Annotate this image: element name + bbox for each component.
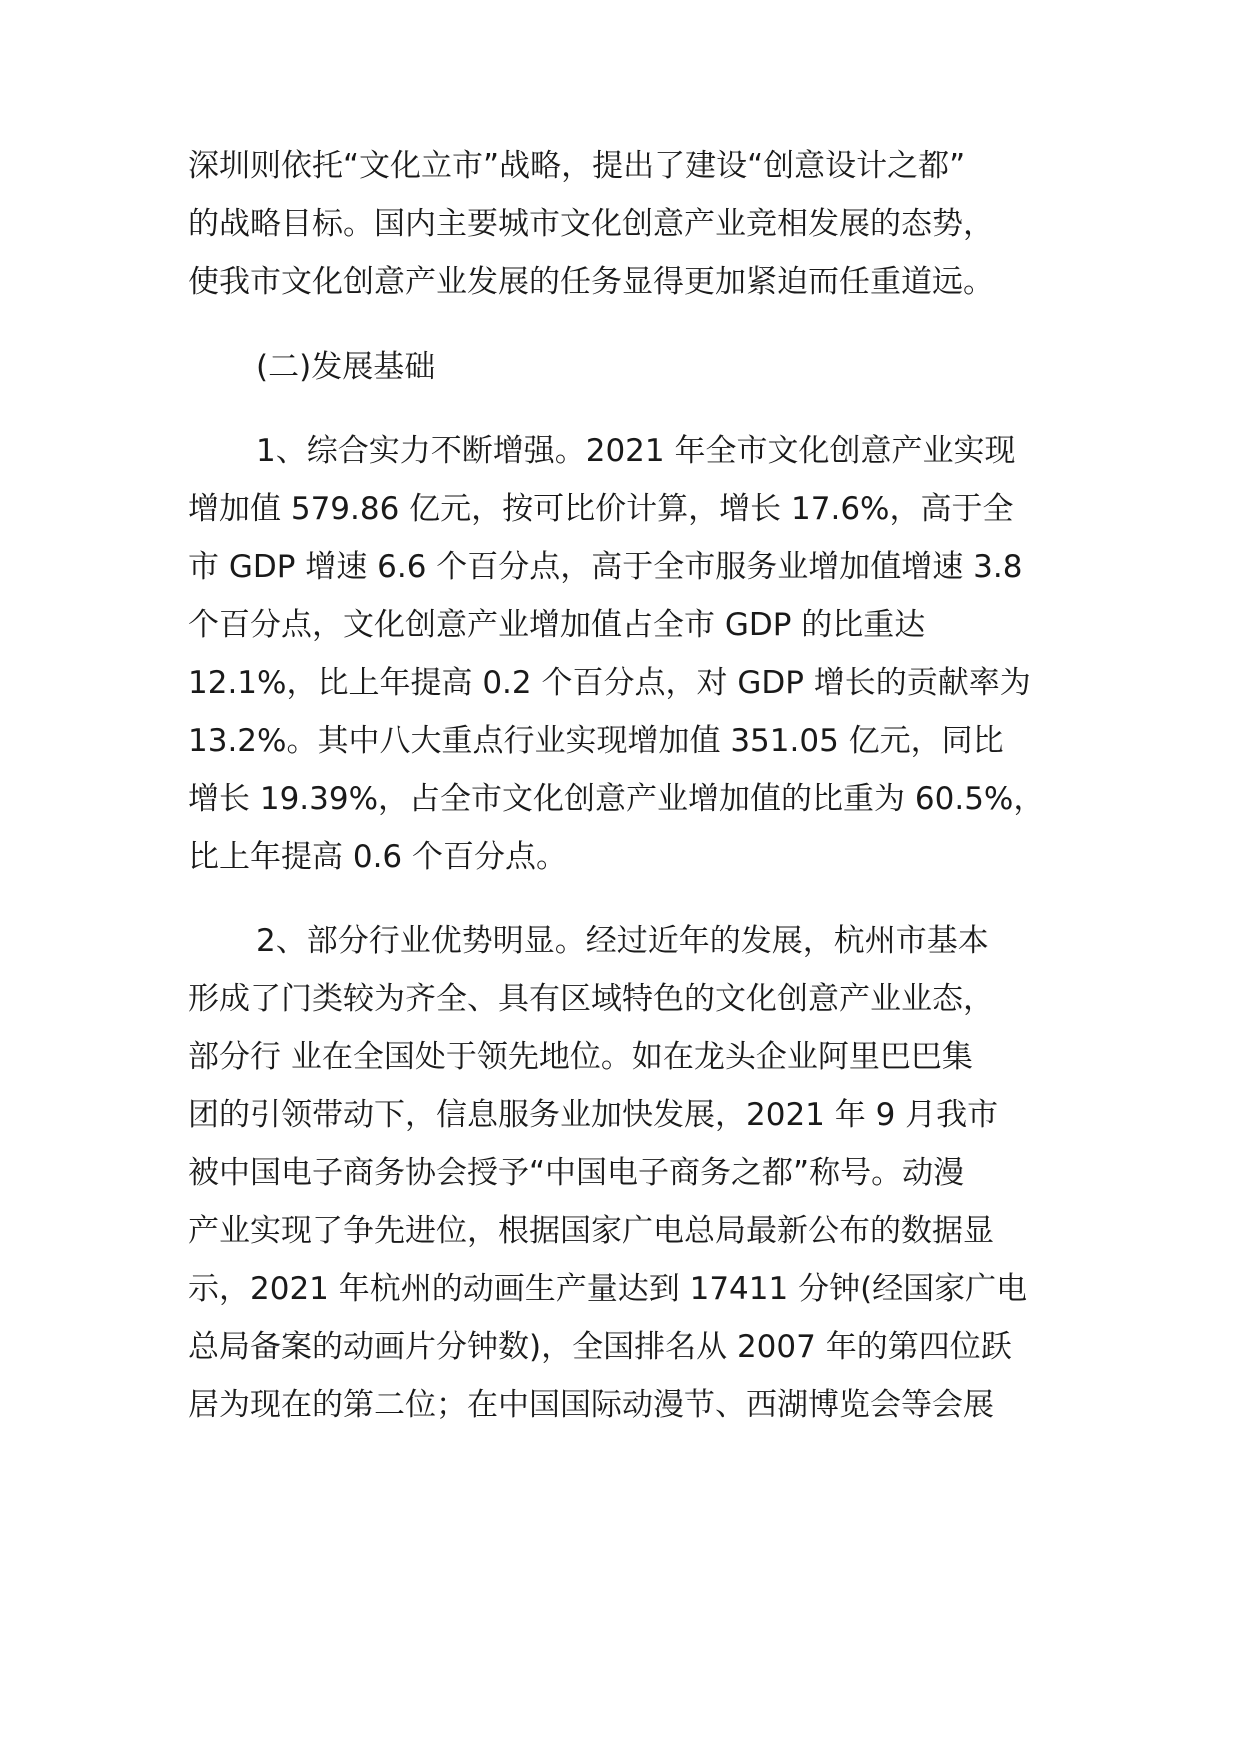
paragraph-3-line-2: 形成了门类较为齐全、具有区域特色的文化创意产业业态， (188, 981, 994, 1017)
paragraph-3-line-7: 示，2021 年杭州的动画生产量达到 17411 分钟(经国家广电 (188, 1271, 1028, 1307)
paragraph-3-line-3: 部分行 业在全国处于领先地位。如在龙头企业阿里巴巴集 (188, 1039, 973, 1075)
paragraph-2-line-2: 增加值 579.86 亿元，按可比价计算，增长 17.6%，高于全 (188, 491, 1014, 527)
paragraph-3-line-6: 产业实现了争先进位，根据国家广电总局最新公布的数据显 (188, 1213, 994, 1249)
paragraph-2-line-7: 增长 19.39%，占全市文化创意产业增加值的比重为 60.5%， (188, 781, 1045, 817)
paragraph-2-line-4: 个百分点，文化创意产业增加值占全市 GDP 的比重达 (188, 607, 926, 643)
paragraph-2-line-8: 比上年提高 0.6 个百分点。 (188, 839, 568, 875)
paragraph-3-line-5: 被中国电子商务协会授予“中国电子商务之都”称号。动漫 (188, 1155, 965, 1191)
paragraph-3-line-1: 2、部分行业优势明显。经过近年的发展，杭州市基本 (256, 923, 989, 959)
paragraph-3-line-9: 居为现在的第二位；在中国国际动漫节、西湖博览会等会展 (188, 1387, 994, 1423)
paragraph-1-line-3: 使我市文化创意产业发展的任务显得更加紧迫而任重道远。 (188, 264, 994, 300)
section-heading: (二)发展基础 (256, 349, 436, 385)
paragraph-3-line-4: 团的引领带动下，信息服务业加快发展，2021 年 9 月我市 (188, 1097, 999, 1133)
paragraph-1-line-2: 的战略目标。国内主要城市文化创意产业竞相发展的态势， (188, 206, 994, 242)
paragraph-3-line-8: 总局备案的动画片分钟数)，全国排名从 2007 年的第四位跃 (188, 1329, 1012, 1365)
paragraph-1-line-1: 深圳则依托“文化立市”战略，提出了建设“创意设计之都” (188, 148, 966, 184)
paragraph-2-line-6: 13.2%。其中八大重点行业实现增加值 351.05 亿元，同比 (188, 723, 1004, 759)
paragraph-2-line-3: 市 GDP 增速 6.6 个百分点，高于全市服务业增加值增速 3.8 (188, 549, 1023, 585)
paragraph-2-line-1: 1、综合实力不断增强。2021 年全市文化创意产业实现 (256, 433, 1016, 469)
paragraph-2-line-5: 12.1%，比上年提高 0.2 个百分点，对 GDP 增长的贡献率为 (188, 665, 1031, 701)
